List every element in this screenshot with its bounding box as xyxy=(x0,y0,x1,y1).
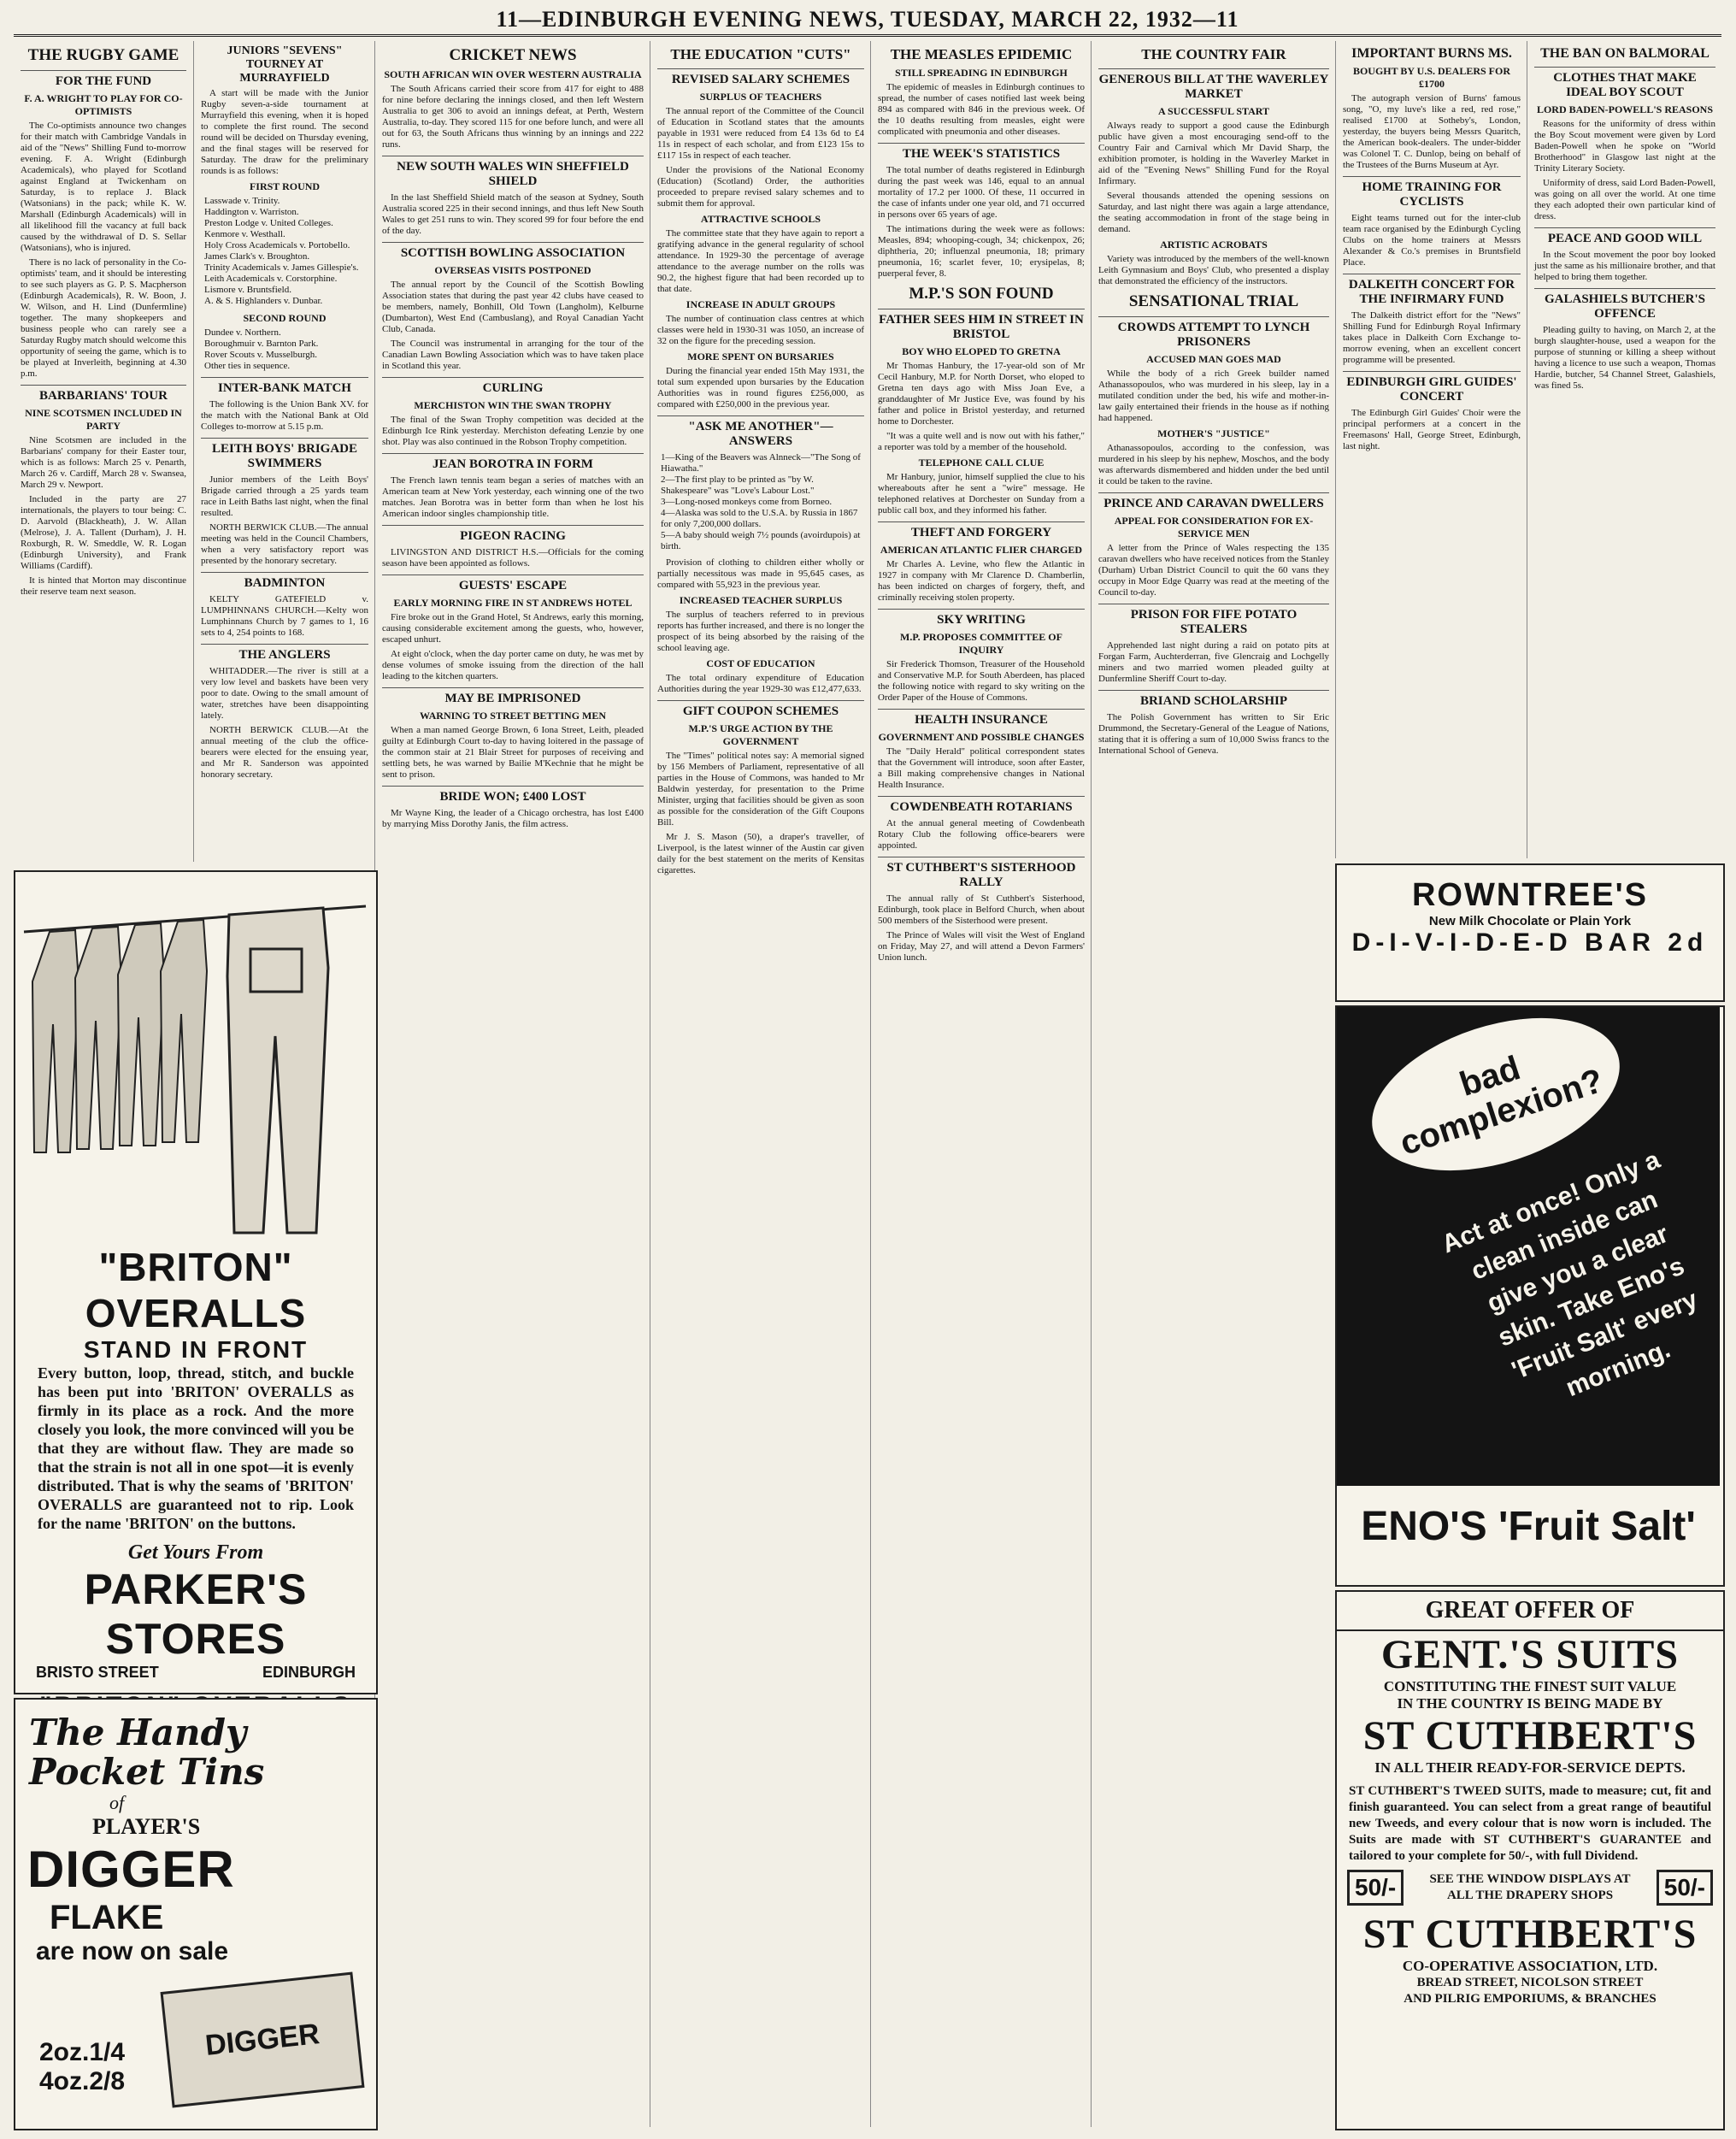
headline-sisterhood: ST CUTHBERT'S SISTERHOOD RALLY xyxy=(878,857,1085,890)
column-country-fair xyxy=(1091,41,1336,2127)
subhead-spreading: STILL SPREADING IN EDINBURGH xyxy=(895,67,1068,79)
article-text: Under the provisions of the National Economy (Education) (Scotland) Order, the authorities proceeded to prepare revised salary schemes and to submit them for approval. xyxy=(657,165,864,209)
article-text: The final of the Swan Trophy competition was decided at the Edinburgh Ice Rink yesterday. Merchiston defeating Lenzie by one shot. Play was also continued in the Robson Trophy competition. xyxy=(382,415,644,447)
subhead-second-round: SECOND ROUND xyxy=(243,312,327,324)
ad-store-name: PARKER'S STORES xyxy=(84,1565,308,1663)
article-text: The annual rally of St Cuthbert's Sisterhood, Edinburgh, took place in Belford Church, when about 500 members of the Sisterhood were present. xyxy=(878,893,1085,926)
headline-briand: BRIAND SCHOLARSHIP xyxy=(1098,690,1329,709)
headline-mps-son: M.P.'S SON FOUND xyxy=(909,285,1054,303)
masthead: 11—EDINBURGH EVENING NEWS, TUESDAY, MARCH 22, 1932—11 xyxy=(14,5,1721,37)
article-text: The surplus of teachers referred to in previous reports has further increased, and there is no longer the prospect of its being absorbed by the raising of the school leaving age. xyxy=(657,610,864,653)
article-text: The South Africans carried their score from 417 for eight to 488 for nine before declaring the innings closed, and then left Western Australia to get 306 to avoid an innings defeat, at Perth, Western Australia, to-day. They scored 115 for one before lunch, and were all out for 63, the South Africans thus winning by an innings and 222 runs. xyxy=(382,84,644,150)
ad-briton-overalls xyxy=(14,870,378,1694)
ad-cuth-line-1: CONSTITUTING THE FINEST SUIT VALUE xyxy=(1383,1678,1677,1694)
subhead-flier: AMERICAN ATLANTIC FLIER CHARGED xyxy=(880,544,1083,556)
article-text: The intimations during the week were as follows: Measles, 894; whooping-cough, 34; chickenpox, 26; diphtheria, 20; influenzal pneumonia, 18; primary pneumonia, 16; scarlet fever, 10; erysipelas, 8; puerperal fever, 8. xyxy=(878,224,1085,279)
headline-curling: CURLING xyxy=(382,377,644,396)
article-text: The number of continuation class centres at which classes were held in 1930-31 was 1050, an increase of 32 on the figure for the preceding session. xyxy=(657,314,864,346)
ad-street: BRISTO STREET xyxy=(36,1664,159,1681)
fixture: Haddington v. Warriston. xyxy=(204,207,299,217)
headline-prince: PRINCE AND CARAVAN DWELLERS xyxy=(1098,492,1329,511)
subhead-south-african: SOUTH AFRICAN WIN OVER WESTERN AUSTRALIA xyxy=(384,68,642,80)
answer: 3—Long-nosed monkeys come from Borneo. xyxy=(661,497,833,507)
article-text: In the last Sheffield Shield match of the season at Sydney, South Australia scored 225 in their second innings, and thus left New South Wales to get 251 runs to win. They scored 99 for four before the end of the day. xyxy=(382,192,644,236)
headline-peace: PEACE AND GOOD WILL xyxy=(1534,227,1715,246)
price-badge: 50/- xyxy=(1657,1870,1713,1906)
fixture: Dundee v. Northern. xyxy=(204,327,281,338)
subhead-changes: GOVERNMENT AND POSSIBLE CHANGES xyxy=(878,731,1085,743)
ad-eno-message: Act at once! Only a clean inside can give you a clear skin. Take Eno's 'Fruit Salt' every morning. xyxy=(1438,1145,1702,1403)
headline-pigeon: PIGEON RACING xyxy=(382,525,644,544)
article-text: Mr Hanbury, junior, himself supplied the clue to his whereabouts after he sent a "wire" message. He telephoned relatives at Dorchester on Sunday from a public call box, and they informed his father. xyxy=(878,472,1085,516)
ad-st-cuthberts xyxy=(1335,1590,1725,2130)
ad-cuth-line-2: IN THE COUNTRY IS BEING MADE BY xyxy=(1397,1695,1663,1712)
fixture: James Clark's v. Broughton. xyxy=(204,251,310,262)
subhead-scotsmen: NINE SCOTSMEN INCLUDED IN PARTY xyxy=(25,407,182,432)
article-text: At the annual general meeting of Cowdenbeath Rotary Club the following office-bearers were appointed. xyxy=(878,818,1085,851)
fixture-list xyxy=(204,196,368,307)
article-text: Pleading guilty to having, on March 2, at the burgh slaughter-house, used a weapon for the purpose of stunning or killing a sheep without having a licence to use such a weapon, Thomas Hardie, butcher, 54 Channel Street, Galashiels, was fined 5s. xyxy=(1534,325,1715,391)
article-text: Always ready to support a good cause the Edinburgh public have given a most encouraging send-off to the Country Fair and Carnival which Mr David Sharp, the exhibition promoter, is holding in the Waverley Market in aid of the "Evening News" Shilling Fund for the Royal Infirmary. xyxy=(1098,121,1329,186)
article-text: The committee state that they have again to report a gratifying advance in the general regularity of school attendance. In 1929-30 the percentage of average attendance to the average number on the rolls was 90.2, the highest figure that had been recorded up to that date. xyxy=(657,228,864,294)
ad-flake: FLAKE xyxy=(50,1899,164,1936)
answer-list xyxy=(661,452,864,552)
article-text: The annual report by the Council of the Scottish Bowling Association states that during the past year 42 clubs have ceased to be members, namely, Bonhill, Old Town (Langholm), Kelburne (Dumbarton), West End (Cambuslang), and Royal Canadian Yacht Club, Canada. xyxy=(382,280,644,334)
headline-rotarians: COWDENBEATH ROTARIANS xyxy=(878,796,1085,815)
subhead-start: A SUCCESSFUL START xyxy=(1157,105,1270,117)
headline-bride: BRIDE WON; £400 LOST xyxy=(382,786,644,804)
subhead-reasons: LORD BADEN-POWELL'S REASONS xyxy=(1536,103,1714,115)
ad-cuth-line-3: IN ALL THEIR READY-FOR-SERVICE DEPTS. xyxy=(1374,1759,1686,1776)
subhead-inquiry: M.P. PROPOSES COMMITTEE OF INQUIRY xyxy=(900,631,1062,656)
article-text: Variety was introduced by the members of the well-known Leith Gymnasium and Boys' Club, who presented a display that demonstrated the efficiency of the instructors. xyxy=(1098,254,1329,286)
subhead-father: FATHER SEES HIM IN STREET IN BRISTOL xyxy=(878,309,1085,342)
article-text: The Edinburgh Girl Guides' Choir were the principal performers at a concert in the Freemasons' Hall, George Street, Edinburgh, last night. xyxy=(1343,408,1521,451)
article-text: Junior members of the Leith Boys' Brigade carried through a 25 yards team race in Leith Baths last night, when the final resulted. xyxy=(201,474,368,518)
article-text: In the Scout movement the poor boy looked just the same as his millionaire brother, and that helped to bring them together. xyxy=(1534,250,1715,282)
headline-imprisoned: MAY BE IMPRISONED xyxy=(382,687,644,706)
subhead-gretna: BOY WHO ELOPED TO GRETNA xyxy=(902,345,1061,357)
subhead-adult: INCREASE IN ADULT GROUPS xyxy=(686,298,836,310)
article-text: The "Daily Herald" political correspondent states that the Government will introduce, soon after Easter, a Bill making comprehensive changes in National Health Insurance. xyxy=(878,746,1085,790)
subhead-appeal: APPEAL FOR CONSIDERATION FOR EX-SERVICE MEN xyxy=(1114,515,1314,539)
article-text: When a man named George Brown, 6 Iona Street, Leith, pleaded guilty at Edinburgh Court to-day to having loitered in the passage of the common stair at 21 Blair Street for purposes of receiving and settling bets, he was warned by Bailie M'Kechnie that he might be sent to prison. xyxy=(382,725,644,780)
ad-line-2: Pocket Tins xyxy=(29,1751,265,1793)
headline-measles: THE MEASLES EPIDEMIC xyxy=(890,46,1073,62)
article-text: Reasons for the uniformity of dress within the Boy Scout movement were given by Lord Baden-Powell when he spoke on "World Brotherhood" in Glasgow last night at the Trinity Literary Society. xyxy=(1534,119,1715,174)
article-text: The epidemic of measles in Edinburgh continues to spread, the number of cases notified last week being 894 as compared with 846 in the previous week. Of the 10 deaths resulting from measles, eight were complicated with pneumonia and other diseases. xyxy=(878,82,1085,137)
subhead-mps: M.P.'S URGE ACTION BY THE GOVERNMENT xyxy=(688,722,833,747)
headline-bowling: SCOTTISH BOWLING ASSOCIATION xyxy=(382,242,644,261)
fixture-list xyxy=(204,327,368,372)
fixture: Leith Academicals v. Corstorphine. xyxy=(204,274,338,284)
ad-cuth-head: GREAT OFFER OF xyxy=(1337,1592,1723,1631)
ad-cuth-name-footer: ST CUTHBERT'S xyxy=(1362,1912,1698,1957)
ad-digger-flake xyxy=(14,1698,378,2130)
headline-barbarians: BARBARIANS' TOUR xyxy=(21,385,186,404)
subhead-lynch: CROWDS ATTEMPT TO LYNCH PRISONERS xyxy=(1098,316,1329,350)
article-text: The following is the Union Bank XV. for the match with the National Bank at Old Colleges to-morrow at 5.15 p.m. xyxy=(201,399,368,432)
column-burns xyxy=(1335,41,1527,858)
article-text: During the financial year ended 15th May 1931, the total sum expended upon bursaries by the Education Authorities was in round figures £256,000, as compared with £250,000 in the previous year. xyxy=(657,366,864,410)
column-rugby xyxy=(14,41,193,862)
fixture: Preston Lodge v. United Colleges. xyxy=(204,218,333,228)
ad-cuth-title: GENT.'S SUITS xyxy=(1380,1632,1680,1677)
ad-rowntree-sub: New Milk Chocolate or Plain York xyxy=(1428,914,1632,928)
article-text: The Co-optimists announce two changes for their match with Cambridge Vandals in aid of the "News" Shilling Fund to-morrow evening. F. A. Wright (Edinburgh Academicals), who played for Scotland against England at Twickenham on Saturday, is to replace J. Black (Watsonians) in the pack; while K. W. Marshall (Edinburgh Academicals) will in all likelihood fill the vacancy at full back caused by the withdrawal of D. S. Sellar (Watsonians), who is injured. xyxy=(21,121,186,253)
ad-eno-bubble: bad complexion? xyxy=(1353,990,1639,1199)
article-text: Included in the party are 27 internationals, the players to tour being: C. D. Aarvold (Blackheath), J. W. Allan (Melrose), J. A. Tallent (Durham), J. H. Roxburgh, R. W. Smeddle, W. R. Logan (Edinburgh University), and Frank Williams (Cardiff). xyxy=(21,494,186,571)
headline-ask-me: "ASK ME ANOTHER"—ANSWERS xyxy=(657,415,864,449)
subhead-overseas: OVERSEAS VISITS POSTPONED xyxy=(434,264,591,276)
article-text: While the body of a rich Greek builder named Athanassopoulos, who was murdered in his sleep, lay in a mutilated condition under the bed, his wife and mother-in-law gaily entertained their friends in the house as if nothing had happened. xyxy=(1098,368,1329,423)
ad-copy: Every button, loop, thread, stitch, and buckle has been put into 'BRITON' OVERALLS as firmly in its place as a rock. And the more closely you look, the more convinced will you be that they are without flaw. They are made so that the strain is not all in one spot—it is evenly distributed. That is why the seams of 'BRITON' OVERALLS are guaranteed not to rip. Look for the name 'BRITON' on the buttons. xyxy=(38,1364,354,1532)
fixture: Holy Cross Academicals v. Portobello. xyxy=(204,240,350,250)
subhead-betting: WARNING TO STREET BETTING MEN xyxy=(419,710,607,722)
headline-balmoral: THE BAN ON BALMORAL xyxy=(1540,46,1710,61)
headline-statistics: THE WEEK'S STATISTICS xyxy=(878,143,1085,162)
article-text: The total ordinary expenditure of Education Authorities during the year 1929-30 was £12,477,633. xyxy=(657,673,864,694)
column-cricket xyxy=(374,41,650,2127)
fixture: A. & S. Highlanders v. Dunbar. xyxy=(204,296,323,306)
article-text: Several thousands attended the opening sessions on Saturday, and last night there was again a large attendance, the seating accommodation in front of the stage being in demand. xyxy=(1098,191,1329,234)
subhead-telephone: TELEPHONE CALL CLUE xyxy=(918,457,1045,468)
article-text: WHITADDER.—The river is still at a very low level and baskets have been very poor to date. Owing to the small amount of water, stretches have been disappointing lately. xyxy=(201,666,368,721)
article-text: Provision of clothing to children either wholly or partially necessitous was made in 95,645 cases, as compared with 55,923 in the previous year. xyxy=(657,557,864,590)
article-text: The "Times" political notes say: A memorial signed by 156 Members of Parliament, representative of all parties in the House of Commons, was handed to Mr Baldwin yesterday, for presentation to the Prime Minister, urging that facilities should be given as soon as possible for the consideration of the Gift Coupons Bill. xyxy=(657,751,864,828)
article-text: "It was a quite well and is now out with his father," a reporter was told by a member of the household. xyxy=(878,431,1085,452)
ad-cuth-assoc: CO-OPERATIVE ASSOCIATION, LTD. xyxy=(1402,1958,1658,1974)
ad-eno-panel xyxy=(1337,1007,1720,1486)
headline-anglers: THE ANGLERS xyxy=(201,644,368,663)
article-text: LIVINGSTON AND DISTRICT H.S.—Officials for the coming season have been appointed as follows. xyxy=(382,547,644,569)
headline-sky-writing: SKY WRITING xyxy=(878,609,1085,628)
ad-cuth-addr-2: AND PILRIG EMPORIUMS, & BRANCHES xyxy=(1404,1992,1657,2006)
ad-line-1: The Handy xyxy=(29,1712,247,1753)
ad-eno-fruit-salt xyxy=(1335,1005,1725,1587)
ad-address xyxy=(15,1664,376,1682)
headline-badminton: BADMINTON xyxy=(201,572,368,591)
headline-borotra: JEAN BOROTRA IN FORM xyxy=(382,453,644,472)
ad-prices xyxy=(27,2038,125,2096)
ad-subtitle: STAND IN FRONT xyxy=(83,1336,309,1363)
headline-education: THE EDUCATION "CUTS" xyxy=(670,46,851,62)
article-text: Uniformity of dress, said Lord Baden-Powell, was going on all over the world. At one time they each adopted their own particular kind of dress. xyxy=(1534,178,1715,221)
ad-brand: PLAYER'S xyxy=(92,1814,201,1839)
answer: 1—King of the Beavers was Alnneck—"The Song of Hiawatha." xyxy=(661,452,861,474)
headline-girl-guides: EDINBURGH GIRL GUIDES' CONCERT xyxy=(1343,371,1521,404)
fixture: Trinity Academicals v. James Gillespie's. xyxy=(204,262,359,273)
article-text: Fire broke out in the Grand Hotel, St Andrews, early this morning, causing considerable excitement among the guests, who, however, escaped unhurt. xyxy=(382,612,644,645)
article-text: There is no lack of personality in the Co-optimists' team, and it should be interesting to see such players as G. P. S. Macpherson (Edinburgh Academicals), R. W. Boon, J. W. Wilson, and H. Lind (Dunfermline) together. The many shopkeepers and business people who can rarely see a Saturday Rugby match should welcome this opportunity of seeing the game, which is to be played at Inverleith, beginning at 4.30 p.m. xyxy=(21,257,186,379)
subhead-fire: EARLY MORNING FIRE IN ST ANDREWS HOTEL xyxy=(393,597,633,609)
ad-of: of xyxy=(109,1792,125,1813)
article-text: Nine Scotsmen are included in the Barbarians' company for their Easter tour, which is as follows: March 25 v. Penarth, March 26 v. Cardiff, March 28 v. Swansea, March 29 v. Newport. xyxy=(21,435,186,490)
headline-dalkeith: DALKEITH CONCERT FOR THE INFIRMARY FUND xyxy=(1343,274,1521,307)
fixture: Rover Scouts v. Musselburgh. xyxy=(204,350,317,360)
article-text: The annual report of the Committee of the Council of Education in Scotland states that the amounts payable in 1931 were reduced from £4 13s 6d to £4 11s in respect of each scholar, and from £123 15s to £117 15s in respect of each teacher. xyxy=(657,106,864,161)
article-text: The total number of deaths registered in Edinburgh during the past week was 146, equal to an annual mortality of 17.2 per 1000. Of these, 11 occurred in the case of infants under one year old, and 71 occurred in persons over 65 years of age. xyxy=(878,165,1085,220)
answer: 5—A baby should weigh 7½ pounds (avoirdupois) at birth. xyxy=(661,530,861,551)
article-text: Mr Thomas Hanbury, the 17-year-old son of Mr Cecil Hanbury, M.P. for North Dorset, who eloped to Gretna ten days ago with Miss Joan Eve, a granddaughter of Mr Justice Eve, was found by his father and police in Bristol yesterday, and returned home to Dorchester. xyxy=(878,361,1085,427)
headline-cyclists: HOME TRAINING FOR CYCLISTS xyxy=(1343,176,1521,209)
headline-burns: IMPORTANT BURNS MS. xyxy=(1351,46,1512,61)
fixture: Lismore v. Bruntsfield. xyxy=(204,285,291,295)
subhead-salary: REVISED SALARY SCHEMES xyxy=(657,68,864,87)
article-text: At eight o'clock, when the day porter came on duty, he was met by dense volumes of smoke issuing from the direction of the hall leading to the kitchen quarters. xyxy=(382,649,644,681)
ad-cuth-window: SEE THE WINDOW DISPLAYS AT ALL THE DRAPERY SHOPS xyxy=(1429,1872,1631,1902)
subhead-mad: ACCUSED MAN GOES MAD xyxy=(1146,353,1281,365)
subhead-justice: MOTHER'S "JUSTICE" xyxy=(1157,427,1270,439)
subhead-clothes: CLOTHES THAT MAKE IDEAL BOY SCOUT xyxy=(1534,67,1715,100)
headline-butcher: GALASHIELS BUTCHER'S OFFENCE xyxy=(1534,288,1715,321)
headline-guests-escape: GUESTS' ESCAPE xyxy=(382,575,644,593)
fixture: Kenmore v. Westhall. xyxy=(204,229,285,239)
subhead-attractive: ATTRACTIVE SCHOOLS xyxy=(700,213,821,225)
article-text: Athanassopoulos, according to the confession, was murdered in his sleep by his nephew, Moschos, and the body was afterwards dismembered and hidden under the bed until it could be taken to the ravine. xyxy=(1098,443,1329,486)
headline-nsw: NEW SOUTH WALES WIN SHEFFIELD SHIELD xyxy=(382,156,644,189)
ad-rowntree-brand: ROWNTREE'S xyxy=(1411,877,1649,913)
subhead-dealers: BOUGHT BY U.S. DEALERS FOR £1700 xyxy=(1352,65,1511,90)
subhead-swan-trophy: MERCHISTON WIN THE SWAN TROPHY xyxy=(414,399,612,411)
article-text: Apprehended last night during a raid on potato pits at Forgan Farm, Auchterderran, five Glencraig and Lochgelly miners and two married women pleaded guilty at Dunfermline Sheriff Court to-day. xyxy=(1098,640,1329,684)
headline-potato: PRISON FOR FIFE POTATO STEALERS xyxy=(1098,604,1329,637)
subhead-fund: FOR THE FUND xyxy=(21,70,186,89)
answer: 2—The first play to be printed as "by W. Shakespeare" was "Love's Labour Lost." xyxy=(661,474,815,496)
article-text: The Prince of Wales will visit the West of England on Friday, May 27, and will attend a Devon Farmers' Union lunch. xyxy=(878,930,1085,963)
ad-eno-name: ENO'S 'Fruit Salt' xyxy=(1361,1504,1696,1549)
column-measles xyxy=(870,41,1092,2127)
subhead-bursaries: MORE SPENT ON BURSARIES xyxy=(687,351,834,362)
fixture: Boroughmuir v. Barnton Park. xyxy=(204,339,319,349)
headline-gift-coupon: GIFT COUPON SCHEMES xyxy=(657,700,864,719)
article-text: The Polish Government has written to Sir Eric Drummond, the Secretary-General of the League of Nations, stating that it is offering a sum of 10,000 Swiss francs to the International School of Geneva. xyxy=(1098,712,1329,756)
headline-trial: SENSATIONAL TRIAL xyxy=(1128,292,1299,310)
headline-cricket: CRICKET NEWS xyxy=(449,46,577,64)
column-balmoral xyxy=(1527,41,1722,858)
headline-inter-bank: INTER-BANK MATCH xyxy=(201,377,368,396)
article-text: KELTY GATEFIELD v. LUMPHINNANS CHURCH.—Kelty won Lumphinnans Church by 7 games to 1, 16 sets to 4, 254 points to 168. xyxy=(201,594,368,638)
article-text: The French lawn tennis team began a series of matches with an American team at New York yesterday, each winning one of the two matches. Jean Borotra was in better form than when he lost his American indoor singles championship title. xyxy=(382,475,644,519)
headline-theft: THEFT AND FORGERY xyxy=(878,521,1085,540)
article-text: NORTH BERWICK CLUB.—The annual meeting was held in the Council Chambers, when a very satisfactory report was presented by the honorary secretary. xyxy=(201,522,368,566)
ad-rowntree xyxy=(1335,863,1725,1002)
fixture: Lasswade v. Trinity. xyxy=(204,196,280,206)
subhead-first-round: FIRST ROUND xyxy=(249,180,321,192)
tobacco-tin-illustration: DIGGER xyxy=(161,1972,365,2108)
ad-product-name: DIGGER xyxy=(27,1841,235,1898)
headline-country-fair: THE COUNTRY FAIR xyxy=(1141,46,1286,62)
fixture: Other ties in sequence. xyxy=(204,361,291,371)
ad-on-sale: are now on sale xyxy=(36,1937,229,1965)
article-text: Mr J. S. Mason (50), a draper's traveller, of Liverpool, is the latest winner of the Austin car given daily for the best statement on the merits of Kensitas cigarettes. xyxy=(657,832,864,875)
article-text: The Council was instrumental in arranging for the tour of the Canadian Lawn Bowling Association which was to have taken place in Scotland this year. xyxy=(382,339,644,371)
article-text: Sir Frederick Thomson, Treasurer of the Household and Conservative M.P. for South Aberdeen, has placed the following notice with regard to sky writing on the Order Paper of the House of Commons. xyxy=(878,659,1085,703)
article-text: It is hinted that Morton may discontinue their reserve team next season. xyxy=(21,575,186,597)
ad-cuth-price-row xyxy=(1337,1865,1723,1911)
subhead-acrobats: ARTISTIC ACROBATS xyxy=(1160,239,1268,250)
column-education xyxy=(650,41,871,2127)
article-text: The autograph version of Burns' famous song, "O, my luve's like a red, red rose," realised £1700 at Sotheby's, London, yesterday, the buyers being Messrs Quaritch, the American book-dealers. The under-bidder was Colonel T. C. Dunlop, being on behalf of the Trustees of the Burns Museum at Ayr. xyxy=(1343,93,1521,170)
ad-get-yours: Get Yours From xyxy=(127,1541,264,1564)
ad-city: EDINBURGH xyxy=(262,1664,356,1681)
ad-cuth-name: ST CUTHBERT'S xyxy=(1362,1713,1698,1759)
price-4oz: 4oz.2/8 xyxy=(39,2067,126,2095)
article-text: A start will be made with the Junior Rugby seven-a-side tournament at Murrayfield this evening, when it is hoped to complete the first round. The second round will be decided on Thursday evening, and the final stages will be reserved for Saturday. The draw for the preliminary rounds is as follows: xyxy=(201,88,368,176)
headline-health: HEALTH INSURANCE xyxy=(878,709,1085,728)
article-text: Mr Charles A. Levine, who flew the Atlantic in 1927 in company with Mr Clarence D. Chamberlin, has been indicted on charges of forgery, theft, and criminally receiving stolen property. xyxy=(878,559,1085,603)
subhead-wright: F. A. WRIGHT TO PLAY FOR CO-OPTIMISTS xyxy=(24,92,183,117)
subhead-cost: COST OF EDUCATION xyxy=(706,657,815,669)
subhead-surplus: SURPLUS OF TEACHERS xyxy=(699,91,822,103)
headline-leith-swimmers: LEITH BOYS' BRIGADE SWIMMERS xyxy=(201,438,368,471)
subhead-teacher-surplus: INCREASED TEACHER SURPLUS xyxy=(679,594,843,606)
ad-rowntree-product: D-I-V-I-D-E-D BAR 2d xyxy=(1351,928,1709,957)
answer: 4—Alaska was sold to the U.S.A. by Russia in 1867 for only 7,200,000 dollars. xyxy=(661,508,858,529)
headline-rugby: THE RUGBY GAME xyxy=(27,46,179,64)
article-text: Mr Wayne King, the leader of a Chicago orchestra, has lost £400 by marrying Miss Dorothy Janis, the film actress. xyxy=(382,808,644,829)
ad-cuth-copy: ST CUTHBERT'S TWEED SUITS, made to measure; cut, fit and finish guaranteed. You can select from a great range of beautiful new Tweeds, and every colour that is now worn is included. The Suits are made with ST CUTHBERT'S GUARANTEE and tailored to your complete for 50/-, with full Dividend. xyxy=(1349,1784,1711,1863)
article-text: Eight teams turned out for the inter-club team race organised by the Edinburgh Cycling Clubs on the home trainers at Messrs Alexander & Co.'s premises in Bruntsfield Place. xyxy=(1343,213,1521,268)
article-text: A letter from the Prince of Wales respecting the 135 caravan dwellers who have received notices from the Stanley (Durham) Urban District Council to quit the 60 vans they occupy in Moor Edge Quarry was read at the meeting of the Council to-day. xyxy=(1098,543,1329,598)
price-badge: 50/- xyxy=(1347,1870,1404,1906)
column-juniors xyxy=(193,41,375,862)
article-text: The Dalkeith district effort for the "News" Shilling Fund for Edinburgh Royal Infirmary takes place in Dalkeith Corn Exchange to-morrow evening, when an excellent concert programme will be presented. xyxy=(1343,310,1521,365)
headline-sevens: JUNIORS "SEVENS" TOURNEY AT MURRAYFIELD xyxy=(227,44,343,85)
subhead-generous: GENEROUS BILL AT THE WAVERLEY MARKET xyxy=(1098,68,1329,102)
ad-title: "BRITON" OVERALLS xyxy=(85,1245,307,1335)
overalls-illustration xyxy=(15,872,373,1240)
ad-cuth-addr-1: BREAD STREET, NICOLSON STREET xyxy=(1416,1976,1644,1989)
article-text: NORTH BERWICK CLUB.—At the annual meeting of the club the office-bearers were elected for the ensuing year, and Mr R. Sanderson was appointed honorary secretary. xyxy=(201,725,368,780)
price-2oz: 2oz.1/4 xyxy=(39,2038,126,2066)
